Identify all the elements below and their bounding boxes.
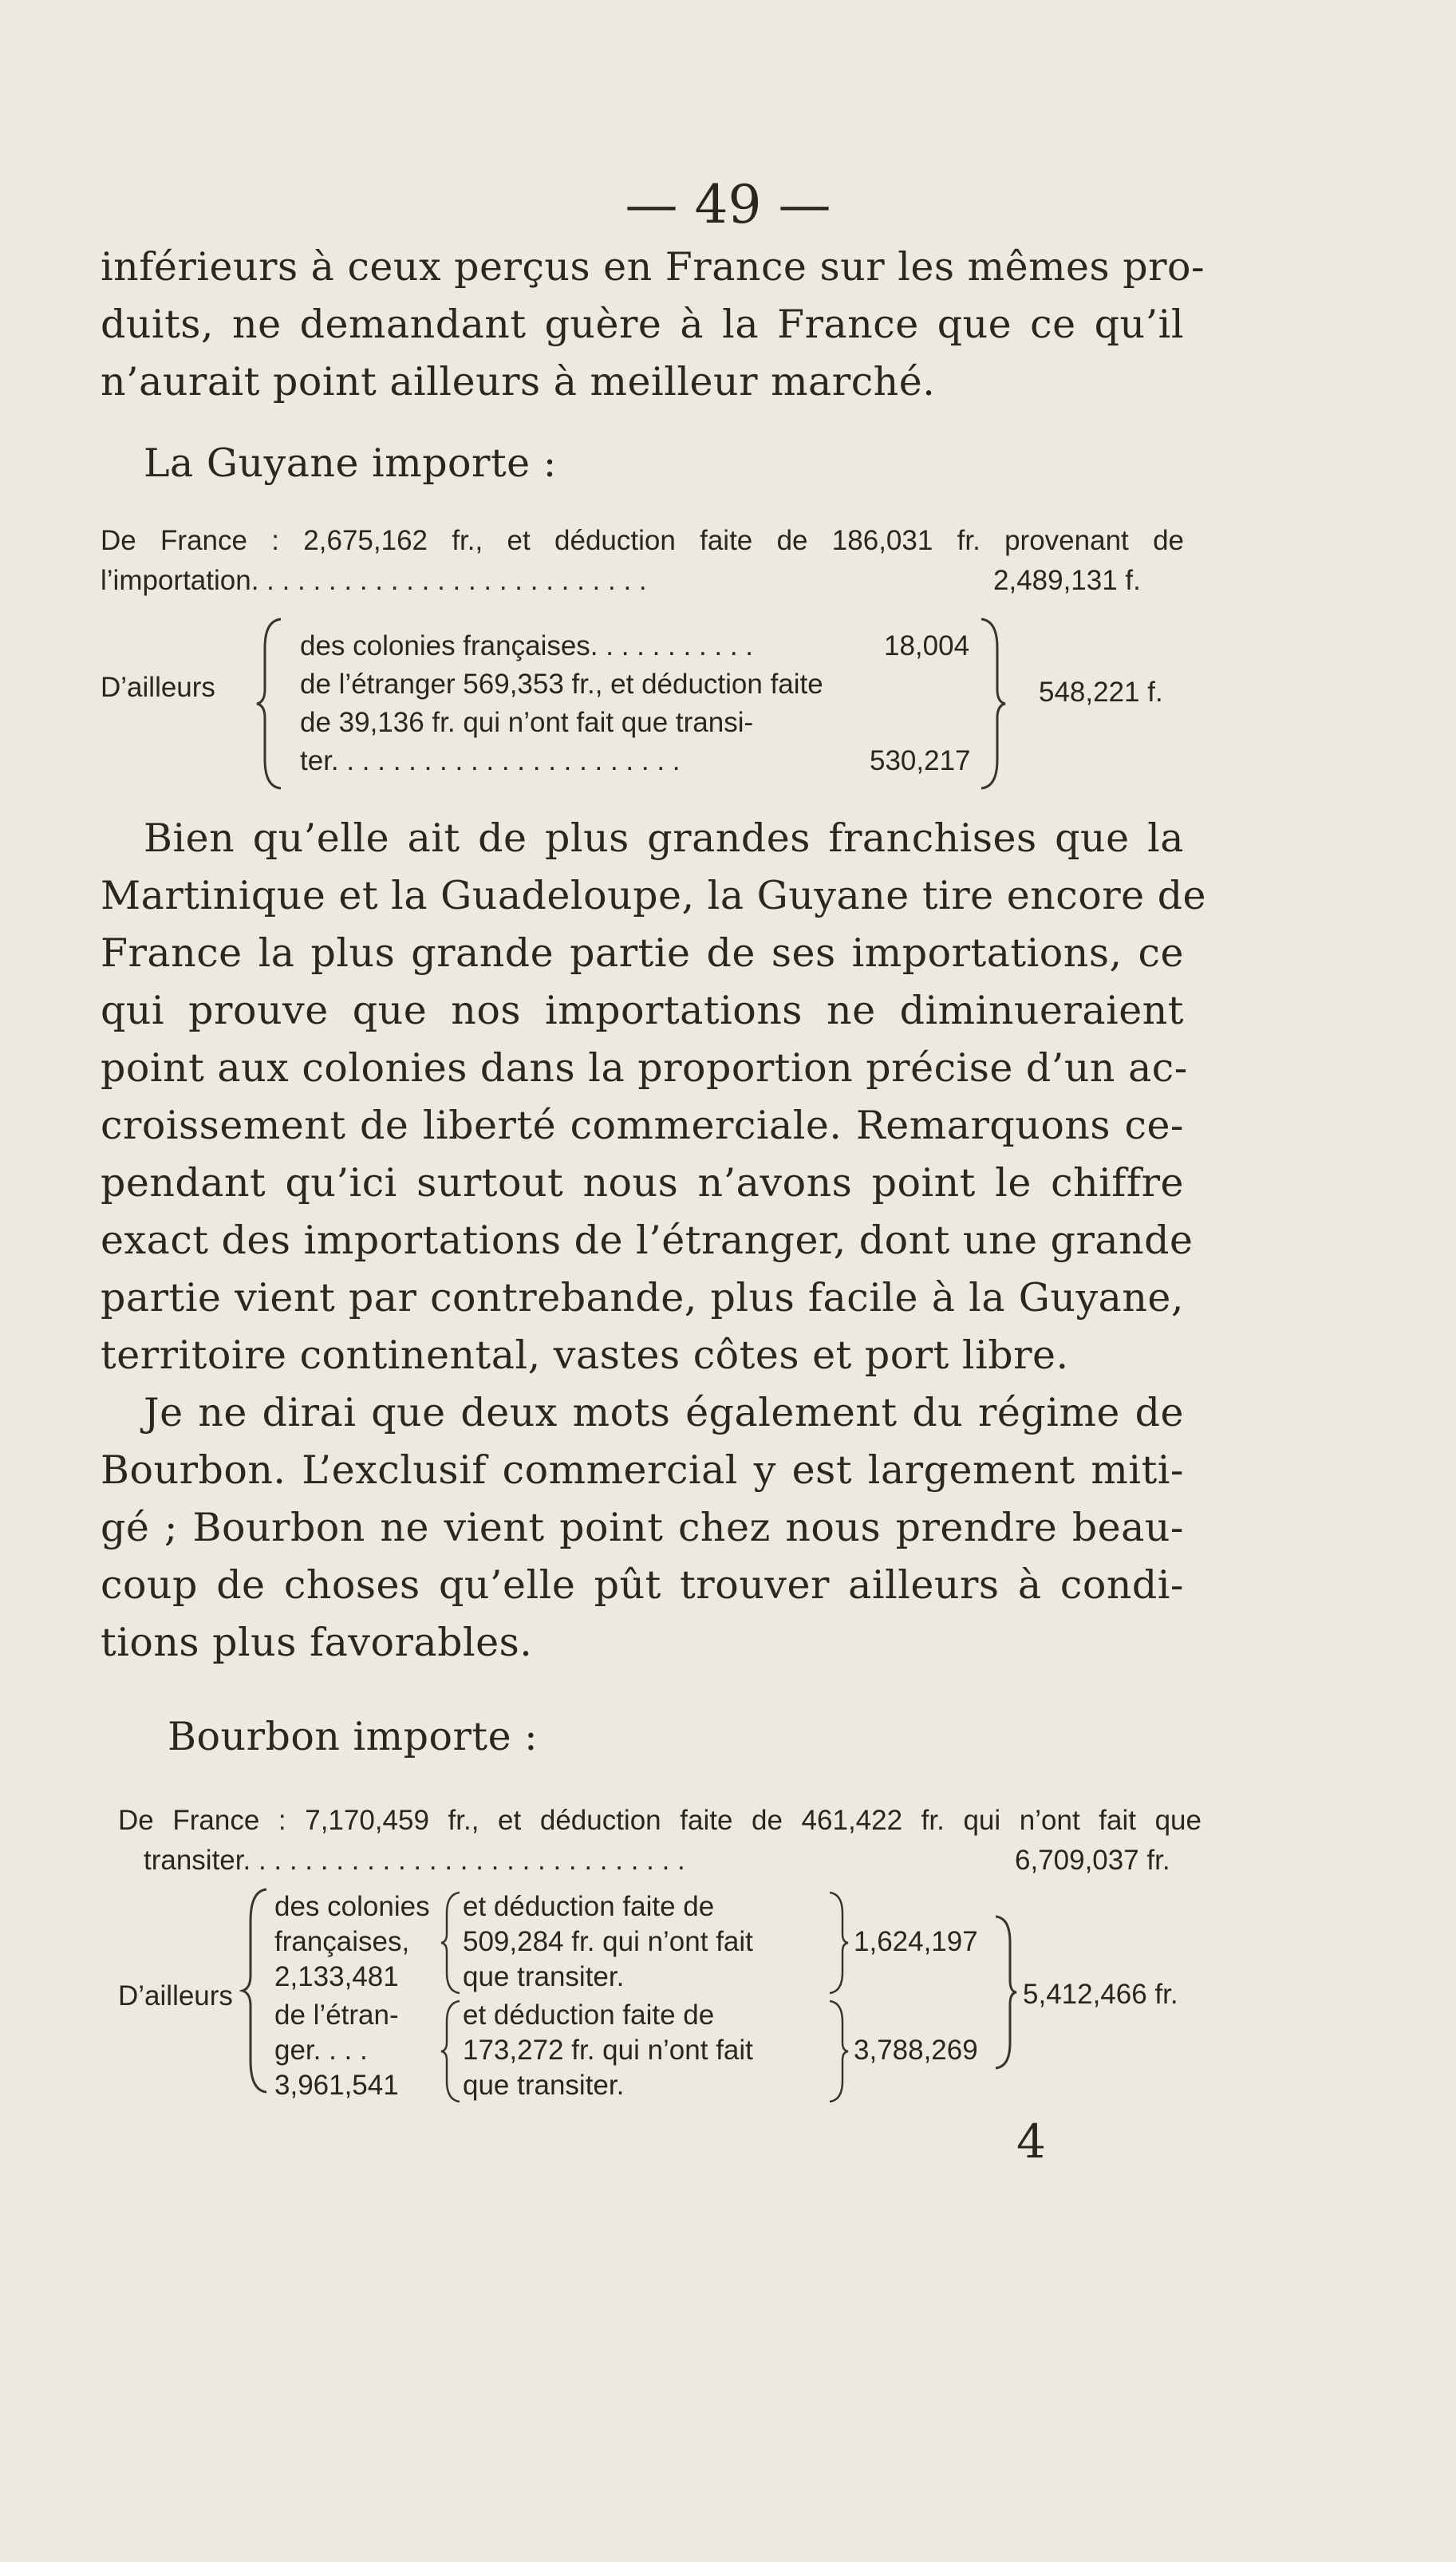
- right-brace-icon: [827, 1889, 850, 1996]
- bourbon-etranger-deduction: que transiter.: [463, 2070, 625, 2101]
- bourbon-colonies-value: 1,624,197: [854, 1926, 978, 1957]
- page-number: — 49 —: [625, 174, 831, 235]
- guyane-france-value: 2,489,131 f.: [993, 565, 1141, 596]
- bourbon-france-line: De France : 7,170,459 fr., et déduction faite de 461,422 fr. qui n’ont fait que: [118, 1805, 1201, 1836]
- left-brace-icon: [439, 1889, 463, 1996]
- right-brace-icon: [992, 1913, 1020, 2071]
- bourbon-ailleurs-total: 5,412,466 fr.: [1023, 1979, 1178, 2010]
- bourbon-etranger-deduction: 173,272 fr. qui n’ont fait: [463, 2035, 753, 2066]
- right-brace-icon: [977, 616, 1008, 791]
- signature-number: 4: [1016, 2114, 1046, 2169]
- text-line: n’aurait point ailleurs à meilleur marché.: [101, 359, 936, 405]
- text-line: qui prouve que nos importations ne diminueraient: [101, 988, 1184, 1033]
- bourbon-colonies-deduction: et déduction faite de: [463, 1891, 715, 1922]
- guyane-colonies-label: des colonies françaises. . . . . . . . . . .: [300, 630, 754, 661]
- guyane-france-line: De France : 2,675,162 fr., et déduction faite de 186,031 fr. provenant de: [101, 525, 1184, 556]
- bourbon-ailleurs-label: D’ailleurs: [118, 1980, 233, 2011]
- bourbon-colonies-line: 2,133,481: [274, 1961, 399, 1992]
- bourbon-etranger-deduction: et déduction faite de: [463, 1999, 715, 2031]
- bourbon-france-label: transiter. . . . . . . . . . . . . . . . . . . . . . . . . . . . .: [144, 1845, 685, 1876]
- guyane-france-label: l’importation. . . . . . . . . . . . . . . . . . . . . . . . . .: [101, 565, 647, 596]
- text-line: duits, ne demandant guère à la France que ce qu’il: [101, 302, 1184, 347]
- text-line: territoire continental, vastes côtes et port libre.: [101, 1332, 1069, 1378]
- text-line: coup de choses qu’elle pût trouver ailleurs à condi-: [101, 1562, 1184, 1608]
- text-line: Martinique et la Guadeloupe, la Guyane tire encore de: [101, 873, 1207, 918]
- guyane-etranger-line3: ter. . . . . . . . . . . . . . . . . . . . . . .: [300, 745, 681, 776]
- bourbon-etranger-line: ger. . . .: [274, 2035, 368, 2066]
- text-line: exact des importations de l’étranger, dont une grande: [101, 1218, 1194, 1263]
- guyane-etranger-line2: de 39,136 fr. qui n’ont fait que transi-: [300, 707, 754, 738]
- text-line: Bourbon. L’exclusif commercial y est largement miti-: [101, 1447, 1184, 1493]
- text-line: tions plus favorables.: [101, 1620, 533, 1665]
- bourbon-colonies-deduction: que transiter.: [463, 1961, 625, 1992]
- text-line: pendant qu’ici surtout nous n’avons point le chiffre: [101, 1160, 1184, 1206]
- text-line: France la plus grande partie de ses importations, ce: [101, 930, 1184, 976]
- bourbon-colonies-line: françaises,: [274, 1926, 410, 1957]
- text-line: Bien qu’elle ait de plus grandes franchises que la: [144, 815, 1184, 861]
- guyane-etranger-line1: de l’étranger 569,353 fr., et déduction faite: [300, 669, 823, 700]
- guyane-ailleurs-total: 548,221 f.: [1039, 677, 1163, 708]
- guyane-etranger-value: 530,217: [870, 745, 971, 776]
- text-line: point aux colonies dans la proportion précise d’un ac-: [101, 1045, 1188, 1091]
- left-brace-icon: [239, 1886, 271, 2095]
- bourbon-etranger-line: 3,961,541: [274, 2070, 399, 2101]
- text-line: inférieurs à ceux perçus en France sur les mêmes pro-: [101, 244, 1205, 290]
- text-line: gé ; Bourbon ne vient point chez nous prendre beau-: [101, 1505, 1184, 1550]
- bourbon-colonies-line: des colonies: [274, 1891, 430, 1922]
- guyane-ailleurs-label: D’ailleurs: [101, 672, 215, 703]
- bourbon-etranger-line: de l’étran-: [274, 1999, 399, 2031]
- left-brace-icon: [254, 616, 286, 791]
- right-brace-icon: [827, 1998, 850, 2105]
- guyane-heading: La Guyane importe :: [144, 440, 557, 486]
- left-brace-icon: [439, 1998, 463, 2105]
- guyane-colonies-value: 18,004: [884, 630, 970, 661]
- text-line: partie vient par contrebande, plus facile à la Guyane,: [101, 1275, 1184, 1320]
- bourbon-heading: Bourbon importe :: [168, 1714, 539, 1759]
- text-line: Je ne dirai que deux mots également du régime de: [144, 1390, 1184, 1435]
- bourbon-colonies-deduction: 509,284 fr. qui n’ont fait: [463, 1926, 753, 1957]
- text-line: croissement de liberté commerciale. Remarquons ce-: [101, 1103, 1184, 1148]
- bourbon-etranger-value: 3,788,269: [854, 2035, 978, 2066]
- bourbon-france-value: 6,709,037 fr.: [1015, 1845, 1170, 1876]
